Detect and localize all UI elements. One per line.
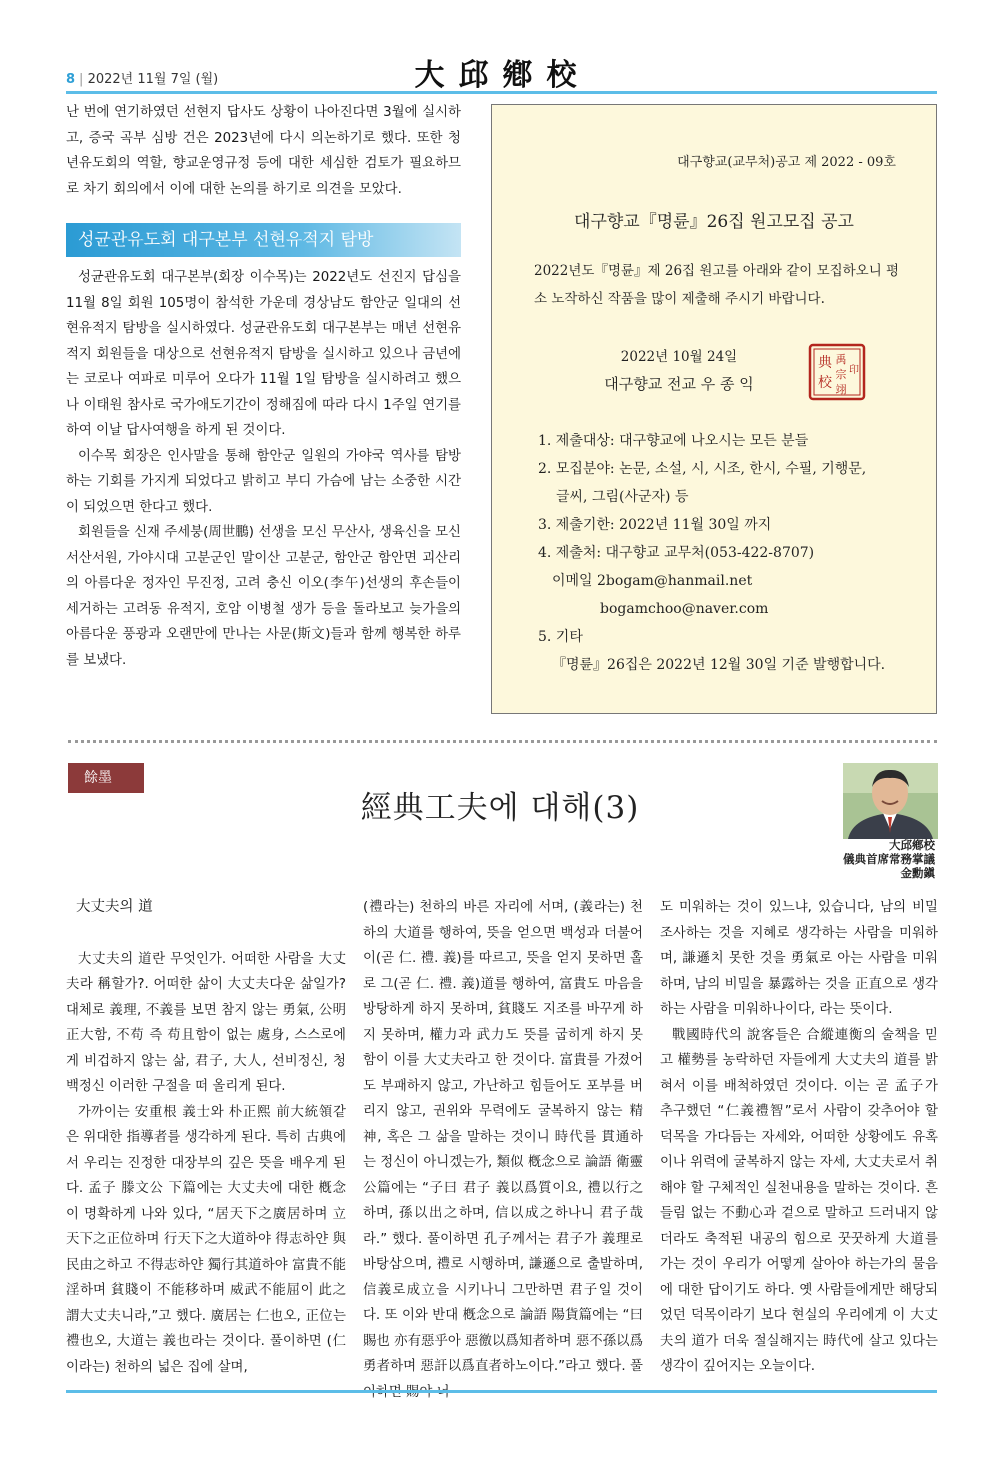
paragraph: 도 미워하는 것이 있느냐, 있습니다, 남의 비밀 조사하는 것을 지혜로 생각하는 사람을 미워하며, 謙遜치 못한 것을 勇氣로 아는 사람을 미워하며, 남의 비밀을 暴露하는 것을 正直으로 생각하는 사람을 미워하나이다, 라는 뜻이다.: [660, 900, 938, 1017]
newspaper-title: 大邱鄕校: [414, 58, 591, 93]
paragraph: 大丈夫의 道란 무엇인가. 어떠한 사람을 大丈夫라 稱할가?. 어떠한 삶이 大丈夫다운 삶일가? 대체로 義理, 不義를 보면 참지 않는 勇氣, 公明正大함, 不苟 즉 苟且함이 없는 處身, 스스로에게 비겁하지 않는 삶, 君子, 大人, 선비정신, 청백정신 이러한 구절을 떠 올리게 된다.: [66, 951, 346, 1094]
svg-text:宗: 宗: [835, 368, 847, 381]
notice-number: 대구향교(교무처)공고 제 2022 - 09호: [677, 155, 896, 170]
paragraph: 戰國時代의 說客들은 合縱連衡의 술책을 믿고 權勢를 농락하던 자들에게 大丈夫의 道를 밝혀서 이를 배척하였던 것이다. 이는 곧 孟子가 추구했던 “仁義禮智”로서 사람이 갖추어야 할 덕목을 가다듬는 자세와, 어떠한 상황에도 유혹이나 위력에 굴복하지 않는 자세, 大丈夫로서 취해야 할 구체적인 실천내용을 말하는 것이다. 흔들림 없는 不動心과 겉으로 말하고 드러내지 않더라도 축적된 내공의 힘으로 꿋꿋하게 大道를 가는 것이 우리가 어떻게 살아야 하는가의 물음에 대한 답이기도 하다. 옛 사람들에게만 해당되었던 덕목이라기 보다 현실의 우리에게 이 大丈夫의 道가 더욱 절실해지는 時代에 살고 있다는 생각이 깊어지는 오늘이다.: [660, 1027, 938, 1374]
paragraph: 성균관유도회 대구본부(회장 이수목)는 2022년도 선진지 답심을 11월 8일 회원 105명이 참석한 가운데 경상남도 함안군 일대의 선현유적지 탐방을 실시하였다. 성균관유도회 대구본부는 매년 선현유적지 회원들을 대상으로 선현유적지 탐방을 실시하고 있으나 금년에는 코로나 여파로 미루어 오다가 11월 1일 탐방을 실시하려고 했으나 이태원 참사로 국가애도기간이 정해짐에 따라 다시 1주일 연기를 하여 이날 답사여행을 하게 된 것이다.: [66, 270, 461, 438]
notice-intro: 2022년도『명륜』제 26집 원고를 아래와 같이 모집하오니 평소 노작하신 작품을 많이 제출해 주시기 바랍니다.: [534, 263, 900, 307]
article-body: [66, 265, 461, 673]
seal-stamp-icon: [808, 343, 866, 401]
notice-item: 글씨, 그림(사군자) 등: [556, 489, 689, 505]
essay-title: 經典工夫에 대해(3): [360, 790, 640, 826]
author-photo: [843, 763, 938, 839]
notice-item: 이메일 2bogam@hanmail.net: [552, 573, 753, 589]
svg-text:典: 典: [818, 355, 832, 371]
section-title: 성균관유도회 대구본부 선현유적지 탐방: [66, 223, 461, 257]
paragraph: 이수목 회장은 인사말을 통해 함안군 일원의 가야국 역사를 탐방하는 기회를 가지게 되었다고 밝히고 부디 가슴에 남는 소중한 시간이 되었으면 한다고 했다.: [66, 448, 461, 515]
essay-column-2: [363, 895, 643, 1405]
column-badge: 餘墨: [68, 763, 144, 793]
author-org: 大邱鄕校: [889, 838, 935, 852]
notice-item: 4. 제출처: 대구향교 교무처(053-422-8707): [538, 545, 815, 561]
header-rule: [66, 91, 937, 94]
notice-item: 1. 제출대상: 대구향교에 나오시는 모든 분들: [538, 433, 809, 449]
notice-item: 3. 제출기한: 2022년 11월 30일 까지: [538, 517, 772, 533]
author-byline: [843, 838, 935, 880]
notice-item: bogamchoo@naver.com: [600, 601, 769, 617]
article-continuation: [66, 100, 461, 202]
footer-rule: [66, 1390, 937, 1393]
author-position: 儀典首席常務掌議: [843, 852, 935, 866]
paragraph: 회원들을 신재 주세붕(周世鵬) 선생을 모신 무산사, 생육신을 모신 서산서원, 가야시대 고분군인 말이산 고분군, 함안군 함안면 괴산리의 아름다운 정자인 무진정, 고려 충신 이오(李午)선생의 후손들이 세거하는 고려동 유적지, 호암 이병철 생가 등을 돌라보고 늦가을의 아름다운 풍광과 오랜만에 만나는 사문(斯文)들과 함께 행복한 하루를 보냈다.: [66, 525, 461, 668]
essay-column-1: [66, 895, 346, 1380]
notice-date: 2022년 10월 24일: [620, 349, 738, 365]
notice-title: 대구향교『명륜』26집 원고모집 공고: [574, 212, 854, 232]
paragraph: 가까이는 安重根 義士와 朴正熙 前大統領같은 위대한 指導者를 생각하게 된다. 특히 古典에서 우리는 진정한 대장부의 깊은 뜻을 배우게 된다. 孟子 滕文公 下篇에는 大丈夫에 대한 槪念이 명확하게 나와 있다, “居天下之廣居하며 立天下之正位하며 行天下之大道하야 得志하얀 與民由之하고 不得志하얀 獨行其道하야 富貴不能淫하며 貧賤이 不能移하며 威武不能屈이 此之謂大丈夫니라,”고 했다. 廣居는 仁也오, 正位는 禮也오, 大道는 義也라는 것이다. 풀이하면 (仁이라는) 천하의 넓은 집에 살며,: [66, 1104, 346, 1375]
notice-item: 『명륜』26집은 2022년 12월 30일 기준 발행합니다.: [552, 657, 886, 673]
essay-subhead: 大丈夫의 道: [76, 899, 153, 915]
issue-date: 2022년 11월 7일 (월): [87, 72, 219, 87]
notice-item: 2. 모집분야: 논문, 소설, 시, 시조, 한시, 수필, 기행문,: [538, 461, 867, 477]
notice-signature: 대구향교 전교 우 종 익: [604, 375, 754, 393]
page-header-date: 8 | 2022년 11월 7일 (월): [66, 72, 219, 87]
svg-text:印: 印: [849, 365, 859, 376]
svg-text:翊: 翊: [835, 383, 847, 396]
paragraph: (禮라는) 천하의 바른 자리에 서며, (義라는) 천하의 大道를 행하여, 뜻을 얻으면 백성과 더불어 이(곧 仁. 禮. 義)를 따르고, 뜻을 얻지 못하면 홀로 그(곧 仁. 禮. 義)道를 행하여, 富貴도 마음을 방탕하게 하지 못하며, 貧賤도 지조를 바꾸게 하지 못하며, 權力과 武力도 뜻를 굽히게 하지 못함이 이를 大丈夫라고 한 것이다. 富貴를 가졌어도 부패하지 않고, 가난하고 힘들어도 포부를 버리지 않고, 권위와 무력에도 굴복하지 않는 精神, 혹은 그 삶을 말하는 것이니 時代를 貫通하는 정신이 아니겠는가, 類似 槪念으로 論語 衛靈公篇에는 “子曰 君子 義以爲質이요, 禮以行之하며, 孫以出之하며, 信以成之하나니 君子哉라.” 했다. 풀이하면 孔子께서는 君子가 義理로 바탕삼으며, 禮로 시행하며, 謙遜으로 출발하며, 信義로成立을 시키나니 그만하면 君子일 것이다. 또 이와 반대 槪念으로 論語 陽貨篇에는 “曰 賜也 亦有惡乎아 惡徼以爲知者하며 惡不孫以爲勇者하며 惡訐以爲直者하노이다.”라고 했다. 풀이하면 賜야 너: [363, 900, 643, 1400]
notice-items: [538, 427, 906, 679]
svg-text:校: 校: [818, 375, 832, 391]
paragraph: 난 번에 연기하였던 선현지 답사도 상황이 나아진다면 3월에 실시하고, 증국 곡부 심방 건은 2023년에 다시 의논하기로 했다. 또한 청년유도회의 역할, 향교운영규정 등에 대한 세심한 검토가 필요하므로 차기 회의에서 이에 대한 논의를 하기로 의견을 모았다.: [66, 105, 461, 197]
notice-box: [491, 104, 937, 714]
notice-item: 5. 기타: [538, 629, 583, 645]
page-number: 8: [66, 72, 76, 87]
essay-column-3: [660, 895, 938, 1380]
svg-text:禹: 禹: [835, 353, 847, 366]
author-name: 金勳鎭: [900, 866, 935, 880]
section-divider: [68, 740, 937, 743]
